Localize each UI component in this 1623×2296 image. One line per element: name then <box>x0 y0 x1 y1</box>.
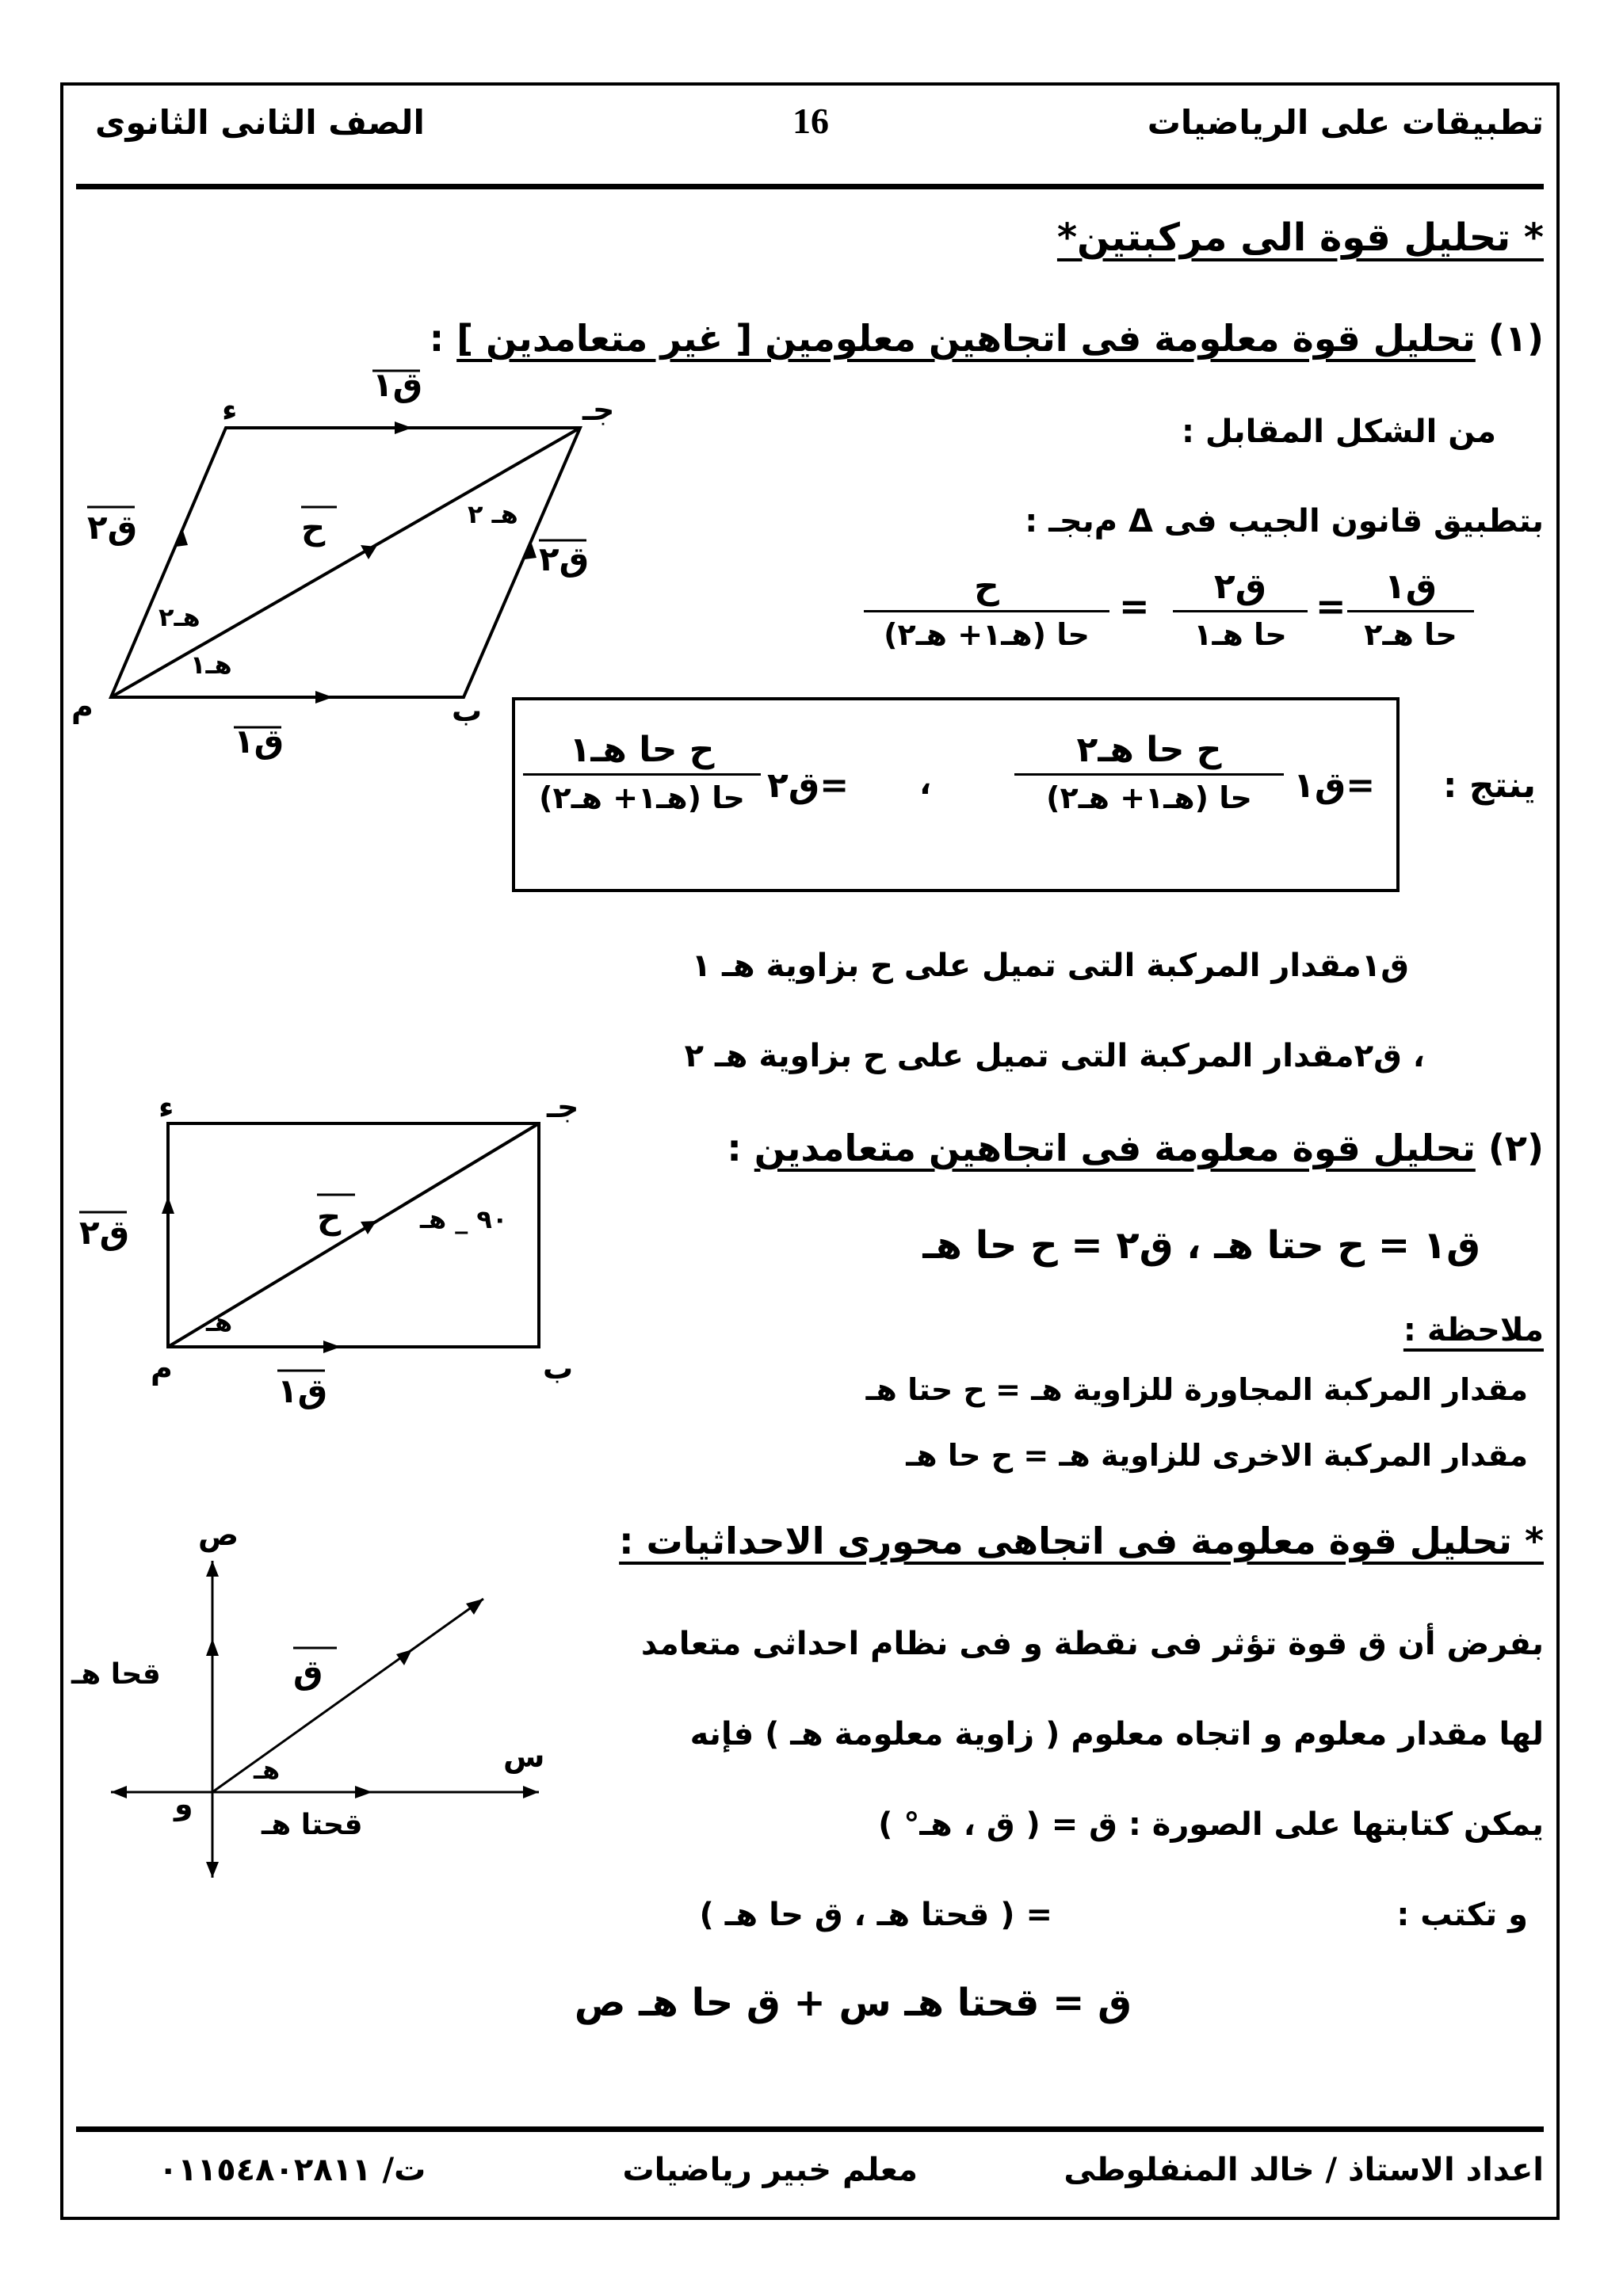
arrow-head <box>315 691 333 704</box>
s1-heading: تحليل قوة معلومة فى اتجاهين معلومين [ غير متعامدين ] <box>456 317 1476 360</box>
force-1-top-label: ق١ <box>372 365 423 404</box>
arrow-head <box>162 1196 174 1214</box>
header-rule <box>76 184 1544 189</box>
arrow-head <box>396 1650 412 1665</box>
s3-paragraph-1: بفرض أن ق قوة تؤثر فى نقطة و فى نظام احداثى متعامد <box>640 1626 1544 1662</box>
result-1-fraction <box>1014 727 1284 820</box>
vertex-a-label: ﻡ <box>71 689 94 724</box>
footer-role: معلم خبير رياضيات <box>622 2152 918 2188</box>
y-axis-label: ص <box>198 1517 239 1552</box>
force-1-label: ق١ <box>277 1371 328 1410</box>
x-axis-label: س <box>503 1739 545 1774</box>
s1-fraction-2 <box>1173 564 1308 657</box>
origin-label: و <box>174 1787 193 1821</box>
s2-note-1: مقدار المركبة المجاورة للزاوية هـ = ح حتا هـ <box>865 1372 1528 1407</box>
s2-heading: تحليل قوة معلومة فى اتجاهين متعامدين <box>754 1127 1476 1169</box>
force-2-right-label: ق٢ <box>539 540 590 578</box>
arrow-head <box>206 1862 219 1878</box>
fraction-denominator: حا (هـ١+ هـ٢) <box>1046 780 1252 815</box>
s3-paragraph-3: يمكن كتابتها على الصورة : ق = ( ق ، هـ° ) <box>878 1806 1544 1843</box>
equals-sign: = <box>1119 585 1150 627</box>
vertex-d-label: ء <box>158 1089 174 1124</box>
s3-vector-formula: ق = قحتا هـ س + ق حا هـ ص <box>574 1981 1132 2025</box>
s2-formula: ق١ = ح حتا هـ ، ق٢ = ح حا هـ <box>922 1223 1480 1268</box>
resultant-diagonal <box>111 428 580 697</box>
equals-sign: = <box>1316 585 1346 627</box>
arrow-head <box>395 421 412 434</box>
resultant-label: ح <box>301 508 326 547</box>
fraction-denominator: حا (هـ١+ هـ٢) <box>884 617 1090 652</box>
vertex-b-label: ب <box>452 693 483 728</box>
resultant-label: ح <box>317 1197 342 1236</box>
arrow-head <box>466 1599 483 1615</box>
vertex-j-label: جـ <box>547 1089 579 1124</box>
s3-paragraph-2: لها مقدار معلوم و اتجاه معلوم ( زاوية معلومة هـ ) فإنه <box>689 1716 1544 1753</box>
fraction-denominator: حا (هـ١+ هـ٢) <box>539 780 745 815</box>
arrow-head <box>206 1638 219 1656</box>
header-grade: الصف الثانى الثانوى <box>95 103 425 142</box>
fraction-numerator: ح حا هـ٢ <box>1076 730 1222 770</box>
fraction-numerator: ح <box>974 566 999 607</box>
angle-h-label: هـ <box>254 1755 281 1785</box>
angle-h2-label: هـ٢ <box>158 602 200 632</box>
arrow-head <box>523 1786 539 1798</box>
angle-h1-label: هـ١ <box>190 650 232 680</box>
section-title: * تحليل قوة الى مركبتين* <box>1056 215 1544 260</box>
footer-phone: ت/ ٠١١٥٤٨٠٢٨١١ <box>158 2152 426 2188</box>
s2-colon: : <box>727 1127 742 1169</box>
s1-number: (١) <box>1487 317 1544 360</box>
result-label: ينتج : <box>1442 765 1536 806</box>
s3-heading: * تحليل قوة معلومة فى اتجاهى محورى الاحداثيات : <box>619 1520 1544 1562</box>
page-number: 16 <box>792 101 829 141</box>
s1-from-figure: من الشكل المقابل : <box>1181 414 1496 450</box>
result-separator: ، <box>919 765 932 802</box>
s1-fraction-3 <box>864 564 1109 657</box>
fraction-denominator: حا هـ١ <box>1193 617 1287 652</box>
arrow-head <box>206 1561 219 1577</box>
fraction-numerator: ح حا هـ١ <box>569 730 715 770</box>
result-2-lhs: ق٢= <box>767 765 850 806</box>
force-2-left-label: ق٢ <box>87 508 138 547</box>
angle-h-label: هـ <box>206 1307 233 1337</box>
vertex-d-label: ء <box>222 392 238 427</box>
header-subject: تطبيقات على الرياضيات <box>1147 103 1544 142</box>
s1-note-1: ق١مقدار المركبة التى تميل على ح بزاوية هـ ١ <box>691 948 1409 984</box>
fraction-denominator: حا هـ٢ <box>1364 617 1457 652</box>
rectangle-figure <box>63 1085 602 1418</box>
s2-note-2: مقدار المركبة الاخرى للزاوية هـ = ح حا هـ <box>906 1438 1528 1473</box>
force-cos-label: قحتا هـ <box>262 1809 363 1841</box>
s2-number: (٢) <box>1487 1127 1544 1169</box>
result-1-lhs: ق١= <box>1293 765 1376 806</box>
vertex-a-label: ﻡ <box>151 1351 173 1386</box>
arrow-head <box>355 1786 372 1798</box>
footer-author: اعداد الاستاذ / خالد المنفلوطى <box>1064 2152 1544 2188</box>
s2-heading-line <box>727 1127 1544 1169</box>
fraction-numerator: ق٢ <box>1213 566 1267 607</box>
s1-fraction-1 <box>1347 564 1474 657</box>
s3-writes-label: و تكتب : <box>1396 1897 1528 1933</box>
footer-rule <box>76 2126 1544 2132</box>
s3-writes-value: = ( قحتا هـ ، ق حا هـ ) <box>699 1897 1052 1933</box>
s1-note-2: ، ق٢مقدار المركبة التى تميل على ح بزاوية هـ ٢ <box>684 1038 1425 1074</box>
s1-colon: : <box>429 317 445 360</box>
vertex-j-label: جـ <box>582 392 615 427</box>
force-label: ق <box>293 1653 323 1691</box>
vertex-b-label: ب <box>543 1351 574 1386</box>
angle-h2-top-label: هـ ٢ <box>468 499 518 529</box>
s2-note-title: ملاحظة : <box>1403 1312 1544 1348</box>
force-sin-label: قحا هـ <box>71 1658 161 1691</box>
arrow-head <box>111 1786 127 1798</box>
parallelogram-figure <box>63 349 618 761</box>
arrow-head <box>323 1341 341 1353</box>
angle-complement-label: ٩٠ _ هـ <box>420 1204 508 1234</box>
force-1-bottom-label: ق١ <box>234 722 285 761</box>
force-2-label: ق٢ <box>79 1213 130 1252</box>
axes-figure <box>63 1505 586 1886</box>
s1-sine-law: بتطبيق قانون الجيب فى Δ ﻡبجـ : <box>1025 503 1544 540</box>
fraction-numerator: ق١ <box>1384 566 1438 607</box>
